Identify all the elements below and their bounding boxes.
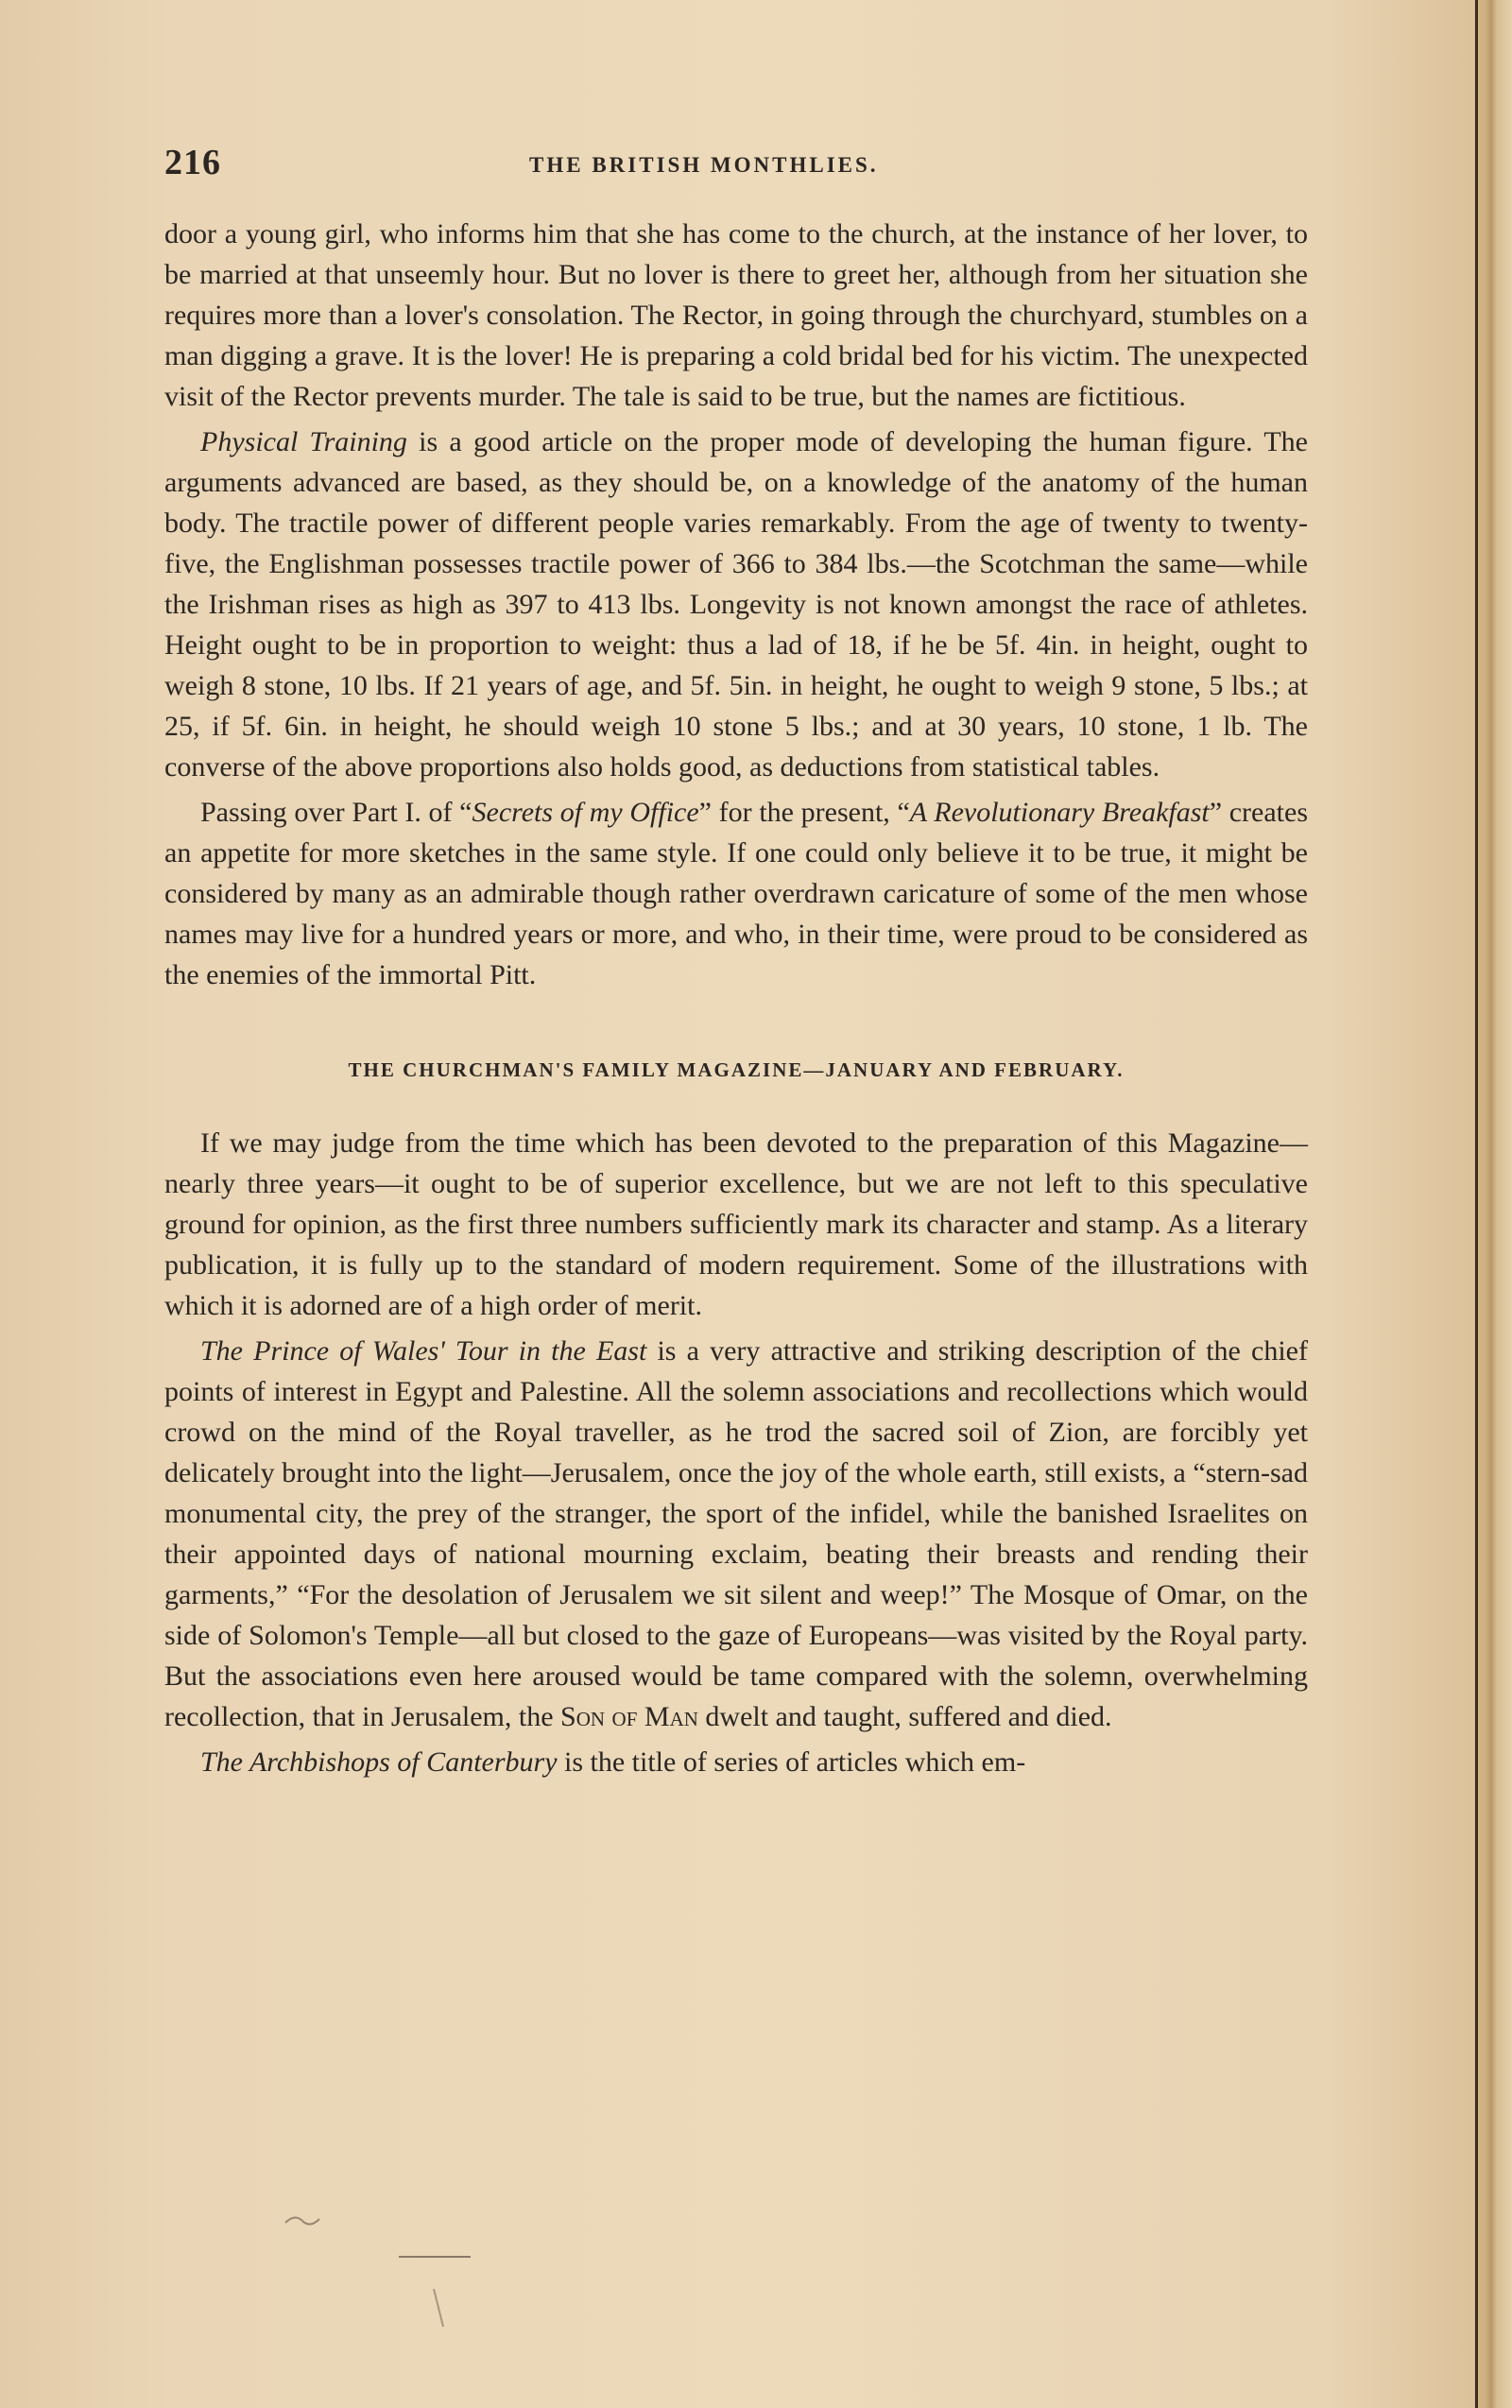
paragraph-5-text-b: dwelt and taught, suffered and died. (697, 1701, 1112, 1732)
ink-stroke (430, 2285, 449, 2332)
paragraph-2 (164, 421, 1308, 787)
paragraph-5-text-a: is a very attractive and striking description of the chief points of interest in Egypt and Palestine. All the solemn associations and recollections which would crowd on the mind of the Royal traveller, as he trod the sacred soil of Zion, are forcibly yet delicately brought into the light—Jerusalem, once the joy of the whole earth, still exists, a “stern-sad monumental city, the prey of the stranger, the sport of the infidel, while the banished Israelites on their appointed days of national mourning exclaim, beating their breasts and rending their garments,” “For the desolation of Jerusalem we sit silent and weep!” The Mosque of Omar, on the side of Solomon's Temple—all but closed to the gaze of Europeans—was visited by the Royal party. But the associations even here aroused would be tame compared with the solemn, overwhelming recollection, that in Jerusalem, the (164, 1335, 1308, 1732)
son-of-man: Son of Man (560, 1701, 698, 1732)
page-edge (1474, 0, 1512, 2408)
article-title-breakfast: A Revolutionary Breakfast (909, 797, 1210, 828)
paragraph-5 (164, 1331, 1308, 1737)
ink-smudge (284, 2211, 321, 2227)
section-heading: THE CHURCHMAN'S FAMILY MAGAZINE—JANUARY AND FEBRUARY. (348, 1058, 1125, 1081)
paragraph-1-text: door a young girl, who informs him that she has come to the church, at the instance of her lover, to be married at that unseemly hour. But no lover is there to greet her, although from her situation she requires more than a lover's consolation. The Rector, in going through the churchyard, stumbles on a man digging a grave. It is the lover! He is preparing a cold bridal bed for his victim. The unexpected visit of the Rector prevents murder. The tale is said to be true, but the names are fictitious. (164, 218, 1308, 412)
binding-shadow (1475, 0, 1478, 2408)
article-title-archbishops: The Archbishops of Canterbury (200, 1746, 558, 1778)
paragraph-6-text: is the title of series of articles which em- (557, 1746, 1026, 1778)
paragraph-3-text-b: ” for the present, “ (698, 797, 910, 828)
paragraph-3-text-a: Passing over Part I. of “ (200, 797, 472, 828)
page-header (164, 142, 1308, 198)
article-title-physical-training: Physical Training (200, 426, 407, 457)
paragraph-3 (164, 792, 1308, 995)
article-body (164, 214, 1308, 1787)
paragraph-3-text-c: ” creates an appetite for more sketches in the same style. If one could only believe it to be true, it might be considered by many as an admirable though rather overdrawn caricature of some of the men whose names may live for a hundred years or more, and who, in their time, were proud to be considered as the enemies of the immortal Pitt. (164, 797, 1308, 990)
paragraph-2-text: is a good article on the proper mode of developing the human figure. The arguments advanced are based, as they should be, on a knowledge of the anatomy of the human body. The tractile power of different people varies remarkably. From the age of twenty to twenty-five, the Englishman possesses tractile power of 366 to 384 lbs.—the Scotchman the same—while the Irishman rises as high as 397 to 413 lbs. Longevity is not known amongst the race of athletes. Height ought to be in proportion to weight: thus a lad of 18, if he be 5f. 4in. in height, ought to weigh 8 stone, 10 lbs. If 21 years of age, and 5f. 5in. in height, he ought to weigh 9 stone, 5 lbs.; at 25, if 5f. 6in. in height, he should weigh 10 stone 5 lbs.; and at 30 years, 10 stone, 1 lb. The converse of the above proportions also holds good, as deductions from statistical tables. (164, 426, 1308, 783)
page-number: 216 (164, 143, 221, 182)
article-title-prince-tour: The Prince of Wales' Tour in the East (200, 1335, 647, 1367)
paragraph-6 (164, 1742, 1308, 1782)
running-title: THE BRITISH MONTHLIES. (529, 153, 879, 177)
paragraph-4-text: If we may judge from the time which has been devoted to the preparation of this Magazine—nearly three years—it ought to be of superior excellence, but we are not left to this speculative ground for opinion, as the first three numbers sufficiently mark its character and stamp. As a literary publication, it is fully up to the standard of modern requirement. Some of the illustrations with which it is adorned are of a high order of merit. (164, 1127, 1308, 1321)
paragraph-4 (164, 1123, 1308, 1326)
article-title-secrets: Secrets of my Office (472, 797, 699, 828)
paragraph-1 (164, 214, 1308, 417)
ink-dash (397, 2252, 472, 2262)
